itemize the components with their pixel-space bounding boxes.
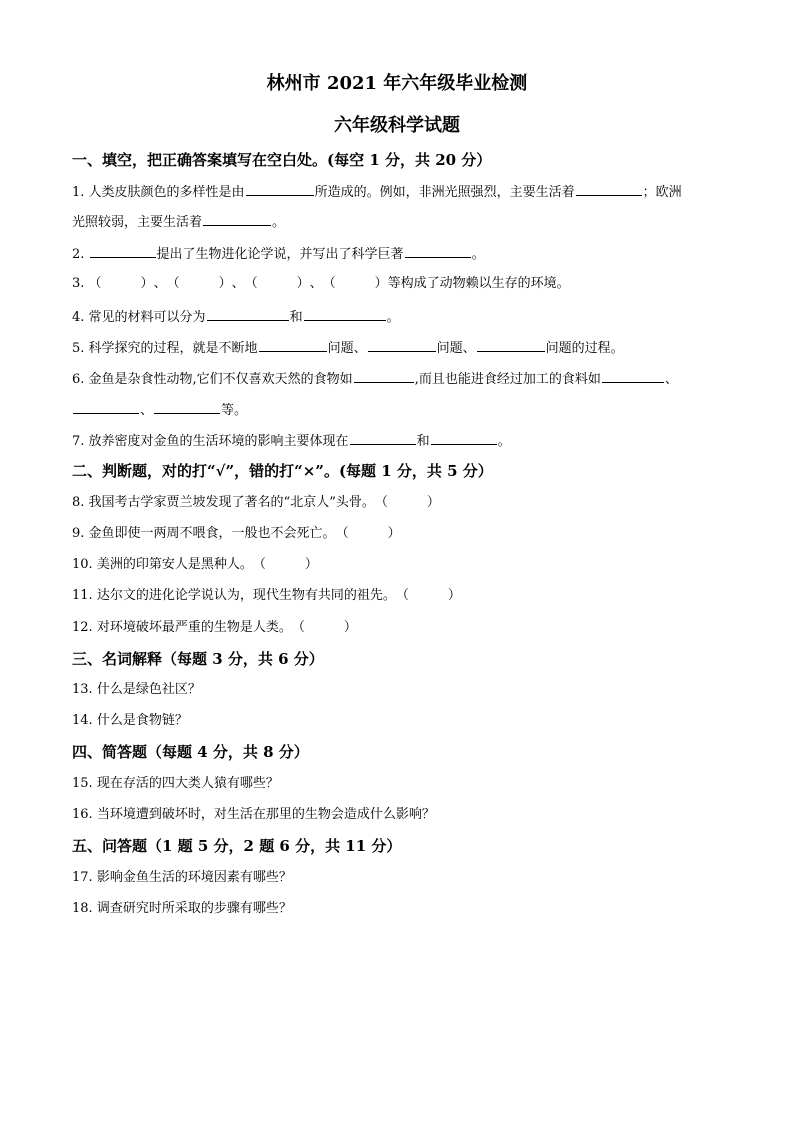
question-18 <box>72 900 292 918</box>
question-text: 、 <box>664 372 678 387</box>
answer-paren[interactable]: （ ） <box>166 276 232 291</box>
answer-blank[interactable] <box>246 182 314 196</box>
separator: 、 <box>309 276 323 291</box>
answer-paren[interactable]: （ ） <box>335 526 401 541</box>
answer-blank[interactable] <box>154 400 220 414</box>
question-number: 7. <box>72 434 85 449</box>
question-number: 18. <box>72 901 93 916</box>
question-number: 6. <box>72 372 85 387</box>
question-15 <box>72 775 279 793</box>
section-heading-definitions: 三、名词解释（每题 3 分，共 6 分） <box>72 650 324 668</box>
question-text: 人类皮肤颜色的多样性是由 <box>88 185 245 200</box>
exam-subtitle: 六年级科学试题 <box>334 115 460 136</box>
question-text: 放养密度对金鱼的生活环境的影响主要体现在 <box>88 434 349 449</box>
answer-blank[interactable] <box>350 431 416 445</box>
separator: 、 <box>153 276 167 291</box>
question-text: 金鱼即使一两周不喂食，一般也不会死亡。 <box>88 526 336 541</box>
answer-blank[interactable] <box>405 244 471 258</box>
question-text: 我国考古学家贾兰坡发现了著名的“北京人”头骨。 <box>88 495 375 510</box>
question-6-line-1 <box>72 369 678 389</box>
question-number: 2. <box>72 247 85 262</box>
answer-blank[interactable] <box>203 212 271 226</box>
question-text: 常见的材料可以分为 <box>88 310 206 325</box>
question-number: 14. <box>72 713 93 728</box>
question-text: 。 <box>471 247 485 262</box>
question-text: 等构成了动物赖以生存的环境。 <box>387 276 570 291</box>
question-number: 11. <box>72 588 93 603</box>
question-text: ,而且也能进食经过加工的食料如 <box>414 372 601 387</box>
answer-blank[interactable] <box>368 338 436 352</box>
answer-paren[interactable]: （ ） <box>374 495 440 510</box>
question-text: 现在存活的四大类人猿有哪些？ <box>96 776 279 791</box>
question-number: 8. <box>72 495 85 510</box>
answer-paren[interactable]: （ ） <box>395 588 461 603</box>
question-text: 达尔文的进化论学说认为，现代生物有共同的祖先。 <box>96 588 396 603</box>
exam-title: 林州市 2021 年六年级毕业检测 <box>266 73 528 94</box>
question-2 <box>72 244 485 264</box>
question-text: 、 <box>140 403 154 418</box>
section-heading-true-false: 二、判断题，对的打“√”，错的打“×”。(每题 1 分，共 5 分） <box>72 462 493 480</box>
question-number: 10. <box>72 557 93 572</box>
question-number: 12. <box>72 620 93 635</box>
answer-blank[interactable] <box>431 431 497 445</box>
question-text: 。 <box>497 434 511 449</box>
question-text: 调查研究时所采取的步骤有哪些？ <box>96 901 292 916</box>
question-1-line-1 <box>72 182 682 202</box>
question-8 <box>72 494 440 512</box>
question-6-line-2 <box>72 400 247 420</box>
question-text: 当环境遭到破坏时，对生活在那里的生物会造成什么影响？ <box>96 807 435 822</box>
question-text: 科学探究的过程，就是不断地 <box>88 341 258 356</box>
question-text: 金鱼是杂食性动物,它们不仅喜欢天然的食物如 <box>88 372 353 387</box>
question-14 <box>72 712 188 730</box>
question-text: 。 <box>272 215 286 230</box>
question-text: ；欧洲 <box>642 185 682 200</box>
answer-blank[interactable] <box>477 338 545 352</box>
question-text: 问题的过程。 <box>545 341 624 356</box>
question-7 <box>72 431 511 451</box>
question-16 <box>72 806 435 824</box>
answer-blank[interactable] <box>602 369 664 383</box>
separator: 、 <box>231 276 245 291</box>
question-text: 影响金鱼生活的环境因素有哪些？ <box>96 870 292 885</box>
question-17 <box>72 869 292 887</box>
question-text: 光照较弱，主要生活着 <box>72 215 203 230</box>
question-13 <box>72 681 201 699</box>
question-number: 15. <box>72 776 93 791</box>
question-number: 16. <box>72 807 93 822</box>
question-text: 什么是食物链？ <box>96 713 188 728</box>
question-text: 什么是绿色社区？ <box>96 682 201 697</box>
answer-blank[interactable] <box>73 400 139 414</box>
question-10 <box>72 556 318 574</box>
answer-blank[interactable] <box>259 338 327 352</box>
question-number: 5. <box>72 341 85 356</box>
answer-paren[interactable]: （ ） <box>291 620 357 635</box>
answer-blank[interactable] <box>207 307 289 321</box>
question-5 <box>72 338 624 358</box>
question-text: 。 <box>386 310 400 325</box>
question-text: 提出了生物进化论学说，并写出了科学巨著 <box>156 247 404 262</box>
section-heading-qa: 五、问答题（1 题 5 分，2 题 6 分，共 11 分） <box>72 837 402 855</box>
question-4 <box>72 307 400 327</box>
question-number: 13. <box>72 682 93 697</box>
question-3 <box>72 275 570 293</box>
answer-blank[interactable] <box>90 244 156 258</box>
question-number: 4. <box>72 310 85 325</box>
question-12 <box>72 619 357 637</box>
question-text: 和 <box>416 434 430 449</box>
question-9 <box>72 525 401 543</box>
question-text: 问题、 <box>327 341 367 356</box>
question-1-line-2 <box>72 212 285 232</box>
answer-paren[interactable]: （ ） <box>322 276 388 291</box>
question-number: 1. <box>72 185 85 200</box>
answer-paren[interactable]: （ ） <box>252 557 318 572</box>
question-text: 等。 <box>221 403 248 418</box>
question-text: 所造成的。例如，非洲光照强烈，主要生活着 <box>314 185 575 200</box>
question-text: 问题、 <box>436 341 476 356</box>
question-text: 美洲的印第安人是黑种人。 <box>96 557 253 572</box>
question-number: 17. <box>72 870 93 885</box>
question-text: 和 <box>289 310 303 325</box>
answer-paren[interactable]: （ ） <box>244 276 310 291</box>
section-heading-fill-blank: 一、填空，把正确答案填写在空白处。(每空 1 分，共 20 分） <box>72 151 492 169</box>
answer-blank[interactable] <box>304 307 386 321</box>
question-11 <box>72 587 461 605</box>
answer-blank[interactable] <box>576 182 642 196</box>
question-text: 对环境破坏最严重的生物是人类。 <box>96 620 292 635</box>
question-number: 9. <box>72 526 85 541</box>
section-heading-short-answer: 四、简答题（每题 4 分，共 8 分） <box>72 743 309 761</box>
answer-paren[interactable]: （ ） <box>88 276 154 291</box>
answer-blank[interactable] <box>354 369 414 383</box>
question-number: 3. <box>72 276 85 291</box>
